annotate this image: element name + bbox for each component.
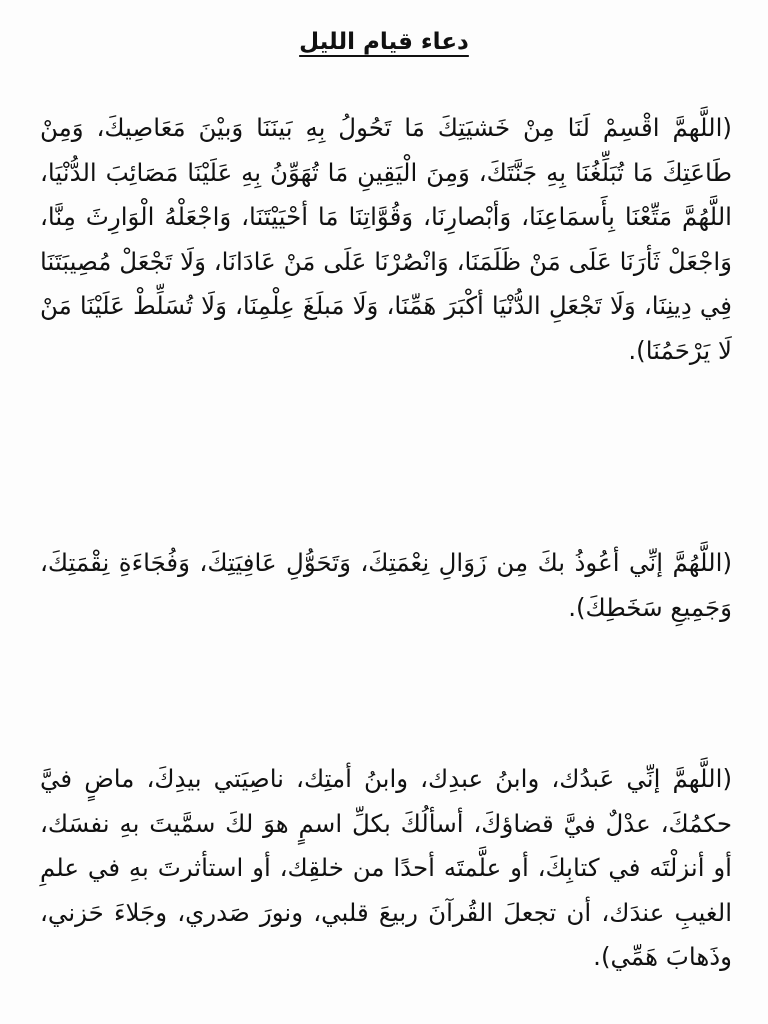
prayer-title-text: دعاء قيام الليل [299, 29, 469, 55]
prayer-paragraph: (اللَّهُمَّ إنِّي أعُوذُ بكَ مِن زَوَالِ نِعْمَتِكَ، وَتَحَوُّلِ عَافِيَتِكَ، وَفُجَاءَةِ نِقْمَتِكَ، وَجَمِيعِ سَخَطِكَ). [40, 548, 732, 622]
prayer-title [0, 22, 768, 62]
prayer-paragraph: (اللَّهمَّ اقْسِمْ لَنَا مِنْ خَشيَتِكَ مَا تَحُولُ بِهِ بَينَنَا وَبيْنَ مَعَاصِيكَ، وَمِنْ طَاعَتِكَ مَا تُبَلِّغُنَا بِهِ جَنَّتَكَ، وَمِنَ الْيَقِينِ مَا تُهَوِّنُ بِهِ عَلَيْنَا مَصَائِبَ الدُّنْيَا، اللَّهُمَّ مَتِّعْنَا بِأَسمَاعِنَا، وَأبْصارِنَا، وَقُوَّاتِنَا مَا أحْيَيْتَنَا، وَاجْعَلْهُ الْوَارِثَ مِنَّا، وَاجْعَلْ ثَأرَنَا عَلَى مَنْ ظَلَمَنَا، وَانْصُرْنَا عَلَى مَنْ عَادَانَا، وَلَا تَجْعَلْ مُصِيبَتَنَا فِي دِينِنَا، وَلَا تَجْعَلِ الدُّنْيَا أكْبَرَ هَمِّنَا، وَلَا مَبلَغَ عِلْمِنَا، وَلَا تُسَلِّطْ عَلَيْنَا مَنْ لَا يَرْحَمُنَا). [40, 113, 732, 365]
prayer-paragraph: (اللَّهمَّ إنِّي عَبدُك، وابنُ عبدِك، وابنُ أمتِك، ناصِيَتي بيدِكَ، ماضٍ فيَّ حكمُكَ، عدْلٌ فيَّ قضاؤكَ، أسألُكَ بكلِّ اسمٍ هوَ لكَ سمَّيتَ بهِ نفسَك، أو أنزلْتَه في كتابِكَ، أو علَّمتَه أحدًا من خلقِك، أو استأثرتَ بهِ في علمِ الغيبِ عندَك، أن تجعلَ القُرآنَ ربيعَ قلبي، ونورَ صَدري، وجَلاءَ حَزني، وذَهابَ هَمِّي). [40, 764, 732, 971]
